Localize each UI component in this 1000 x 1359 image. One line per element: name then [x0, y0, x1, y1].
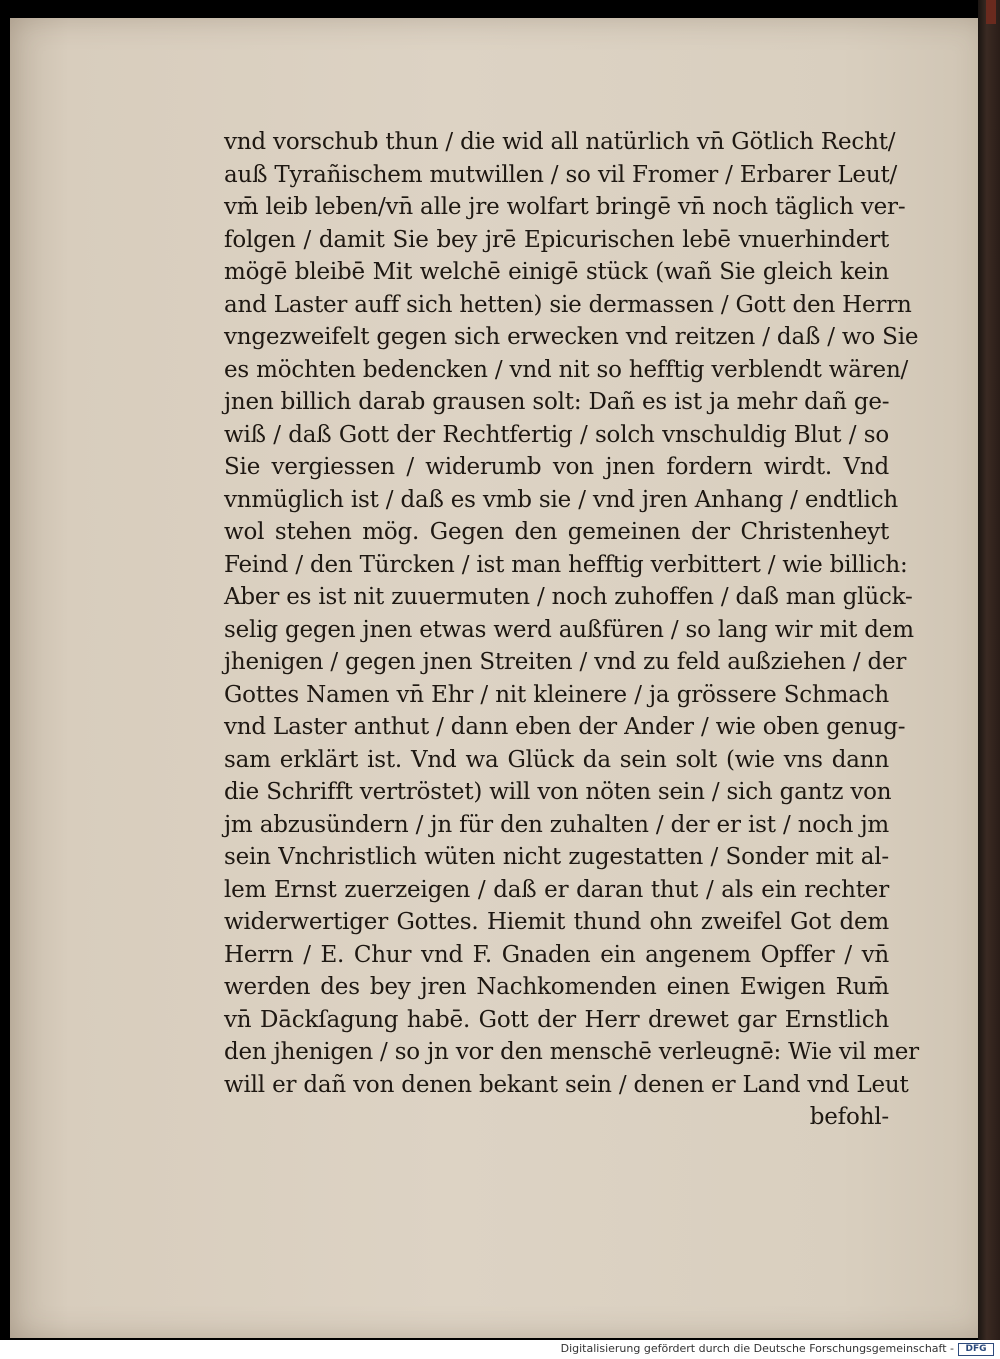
text-line: jhenigen / gegen jnen Streiten / vnd zu feld außziehen / der: [224, 649, 907, 675]
text-line: folgen / damit Sie bey jrē Epicurischen lebē vnuerhindert: [224, 226, 889, 253]
text-line: es möchten bedencken / vnd nit so hefftig verblendt wären/: [224, 356, 909, 383]
text-line: werden des bey jren Nachkomenden einen Ewigen Rum̄: [224, 974, 889, 1000]
text-line: Feind / den Türcken / ist man hefftig verbittert / wie billich:: [224, 551, 908, 578]
text-line: auß Tyrañischem mutwillen / so vil Fromer / Erbarer Leut/: [224, 161, 898, 188]
book-page: [10, 18, 988, 1338]
text-line: sam erklärt ist. Vnd wa Glück da sein solt (wie vns dann: [224, 746, 889, 773]
text-line: and Laster auff sich hetten) sie dermassen / Gott den Herrn: [224, 291, 912, 318]
text-line: vngezweifelt gegen sich erwecken vnd reitzen / daß / wo Sie: [224, 324, 919, 350]
footer-bar: [0, 1340, 1000, 1359]
text-line: jm abzusündern / jn für den zuhalten / der er ist / noch jm: [224, 811, 889, 838]
text-line: lem Ernst zuerzeigen / daß er daran thut / als ein rechter: [224, 876, 889, 903]
text-line: Sie vergiessen / widerumb von jnen fordern wirdt. Vnd: [224, 454, 889, 480]
text-line: vnd Laster anthut / dann eben der Ander / wie oben genug-: [224, 714, 906, 740]
page-text: [224, 126, 919, 1134]
text-line: den jhenigen / so jn vor den menschē verleugnē: Wie vil mer: [224, 1039, 919, 1065]
text-line: die Schrifft vertröstet) will von nöten sein / sich gantz von: [224, 779, 892, 805]
text-line: Gottes Namen vn̄ Ehr / nit kleinere / ja grössere Schmach: [224, 681, 889, 708]
text-line: vm̄ leib leben/vn̄ alle jre wolfart bringē vn̄ noch täglich ver-: [224, 194, 906, 220]
text-line: vn̄ Dāckſagung habē. Gott der Herr drewet gar Ernstlich: [224, 1006, 889, 1033]
text-line: befohl-: [809, 1104, 889, 1130]
book-edge: [978, 0, 1000, 1340]
text-line: jnen billich darab grausen solt: Dañ es ist ja mehr dañ ge-: [224, 389, 890, 415]
text-line: Aber es ist nit zuuermuten / noch zuhoffen / daß man glück-: [224, 584, 913, 610]
text-line: vnmüglich ist / daß es vmb sie / vnd jren Anhang / endtlich: [224, 486, 899, 513]
text-line: sein Vnchristlich wüten nicht zugestatten / Sonder mit al-: [224, 844, 889, 870]
text-line: Herrn / E. Chur vnd F. Gnaden ein angenem Opffer / vn̄: [224, 941, 889, 968]
text-line: vnd vorschub thun / die wid all natürlich vn̄ Götlich Recht/: [224, 129, 896, 155]
text-line: wol stehen mög. Gegen den gemeinen der Christenheyt: [224, 519, 889, 545]
dfg-logo-icon: DFG: [958, 1343, 994, 1356]
text-line: widerwertiger Gottes. Hiemit thund ohn zweifel Got dem: [224, 909, 889, 935]
text-line: selig gegen jnen etwas werd außfüren / so lang wir mit dem: [224, 616, 914, 643]
book-edge-binding: [986, 0, 996, 24]
text-line: mögē bleibē Mit welchē einigē stück (wañ Sie gleich kein: [224, 259, 889, 285]
text-line: wiß / daß Gott der Rechtfertig / solch vnschuldig Blut / so: [224, 421, 889, 448]
footer-credit: Digitalisierung gefördert durch die Deutsche Forschungsgemeinschaft -: [560, 1342, 954, 1355]
text-line: will er dañ von denen bekant sein / denen er Land vnd Leut: [224, 1071, 909, 1098]
